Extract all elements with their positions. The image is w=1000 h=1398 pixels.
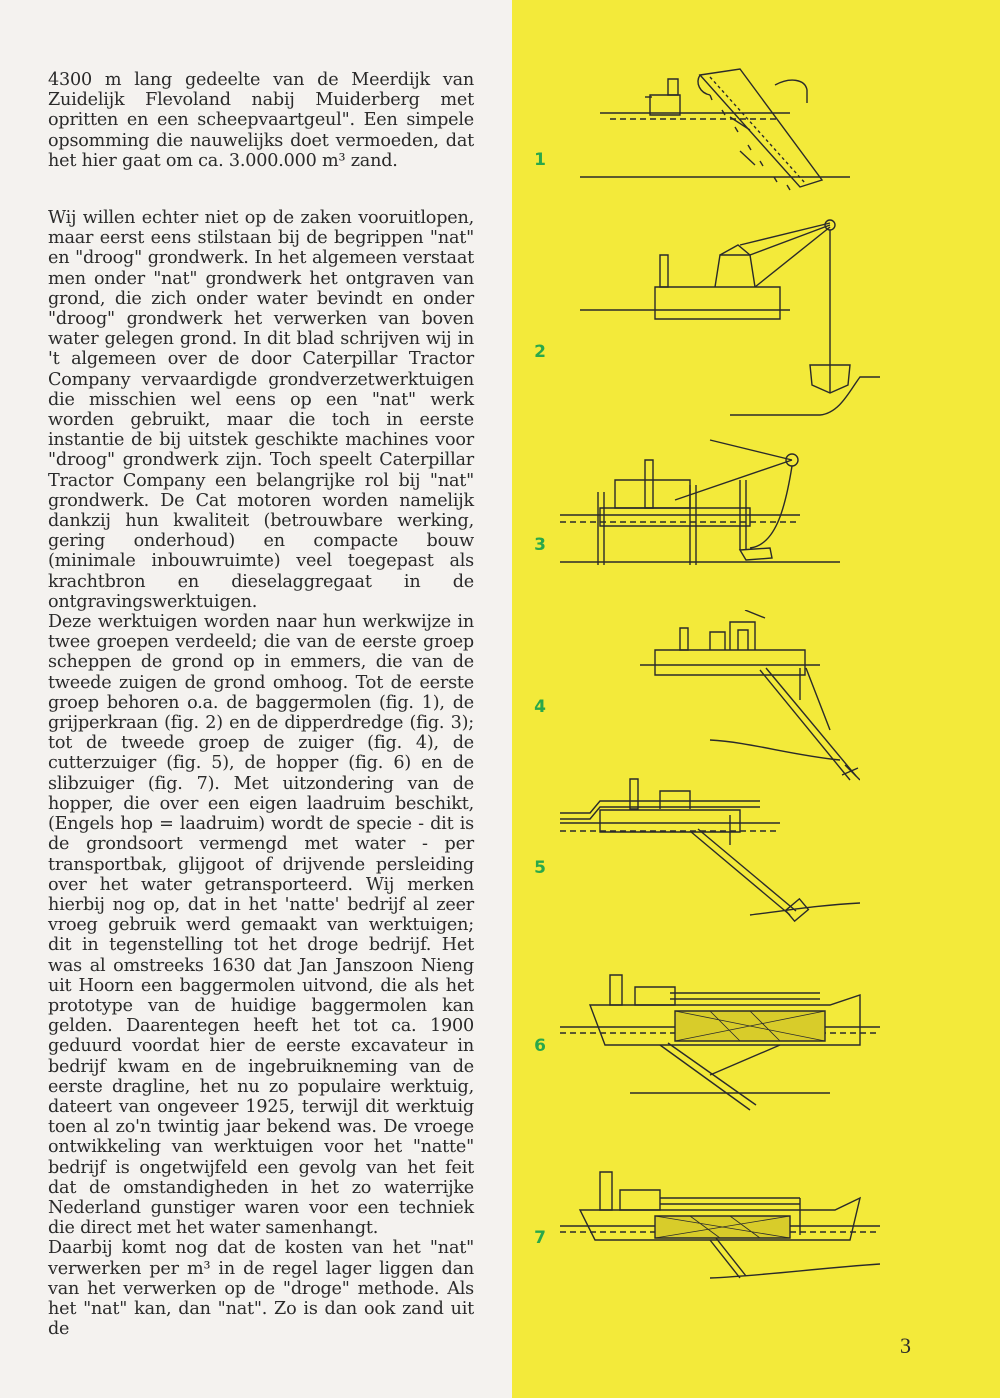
sludge-suction-dredger-diagram-icon bbox=[560, 1160, 880, 1300]
article-body bbox=[48, 208, 474, 1339]
bucket-dredger-diagram-icon bbox=[560, 55, 860, 205]
figure-number-5: 5 bbox=[534, 858, 546, 878]
paragraph-1: 4300 m lang gedeelte van de Meerdijk van Zuidelijk Flevoland nabij Muiderberg met opritten en een scheepvaartgeul". Een simpele opsomming die nauwelijks doet vermoeden, dat het hier gaat om ca. 3.000.000 m³ zand. bbox=[48, 70, 474, 171]
page-number: 3 bbox=[900, 1333, 911, 1358]
figure-number-6: 6 bbox=[534, 1036, 546, 1056]
hopper-dredger-diagram-icon bbox=[560, 965, 880, 1135]
figure-number-3: 3 bbox=[534, 535, 546, 555]
article-intro bbox=[48, 70, 474, 171]
grab-crane-diagram-icon bbox=[560, 215, 880, 425]
paragraph-3: Deze werktuigen worden naar hun werkwijze in twee groepen verdeeld; die van de eerste groep scheppen de grond op in emmers, die van de tweede zuigen de grond omhoog. Tot de eerste groep behoren o.a. de baggermolen (fig. 1), de grijperkraan (fig. 2) en de dipperdredge (fig. 3); tot de tweede groep de zuiger (fig. 4), de cutterzuiger (fig. 5), de hopper (fig. 6) en de slibzuiger (fig. 7). Met uitzondering van de hopper, die over een eigen laadruim beschikt, (Engels hop = laadruim) wordt de specie - dit is de grondsoort vermengd met water - per transportbak, glijgoot of drijvende persleiding over het water getransporteerd. Wij merken hierbij nog op, dat in het 'natte' bedrijf al zeer vroeg gebruik werd gemaakt van werktuigen; dit in tegenstelling tot het droge bedrijf. Het was al omstreeks 1630 dat Jan Janszoon Nieng uit Hoorn een baggermolen uitvond, die als het prototype van de huidige baggermolen kan gelden. Daarentegen heeft het tot ca. 1900 geduurd voordat hier de eerste excavateur in bedrijf kwam en de ingebruikneming van de eerste dragline, het nu zo populaire werktuig, dateert van ongeveer 1925, terwijl dit werktuig toen al zo'n twintig jaar bekend was. De vroege ontwikkeling van werktuigen voor het "natte" bedrijf is ongetwijfeld een gevolg van het feit dat de omstandigheden in het zo waterrijke Nederland gunstiger waren voor een techniek die direct met het water samenhangt. bbox=[48, 612, 474, 1239]
figure-number-1: 1 bbox=[534, 150, 546, 170]
suction-dredger-diagram-icon bbox=[560, 610, 860, 790]
figure-number-7: 7 bbox=[534, 1228, 546, 1248]
paragraph-4: Daarbij komt nog dat de kosten van het "nat" verwerken per m³ in de regel lager liggen dan van het verwerken op de "droge" methode. Als het "nat" kan, dan "nat". Zo is dan ook zand uit de bbox=[48, 1238, 474, 1340]
cutter-suction-dredger-diagram-icon bbox=[560, 775, 860, 935]
dipper-dredge-diagram-icon bbox=[560, 430, 860, 580]
paragraph-2: Wij willen echter niet op de zaken vooruitlopen, maar eerst eens stilstaan bij de begrippen "nat" en "droog" grondwerk. In het algemeen verstaat men onder "nat" grondwerk het ontgraven van grond, die zich onder water bevindt en onder "droog" grondwerk het verwerken van boven water gelegen grond. In dit blad schrijven wij in 't algemeen over de door Caterpillar Tractor Company vervaardigde grondverzetwerktuigen die misschien wel eens op een "nat" werk worden gebruikt, maar die toch in eerste instantie de bij uitstek geschikte machines voor "droog" grondwerk zijn. Toch speelt Caterpillar Tractor Company een belangrijke rol bij "nat" grondwerk. De Cat motoren worden namelijk dankzij hun kwaliteit (betrouwbare werking, gering onderhoud) en compacte bouw (minimale inbouwruimte) veel toegepast als krachtbron en dieselaggregaat in de ontgravingswerktuigen. bbox=[48, 208, 474, 612]
figure-number-4: 4 bbox=[534, 697, 546, 717]
figure-number-2: 2 bbox=[534, 342, 546, 362]
